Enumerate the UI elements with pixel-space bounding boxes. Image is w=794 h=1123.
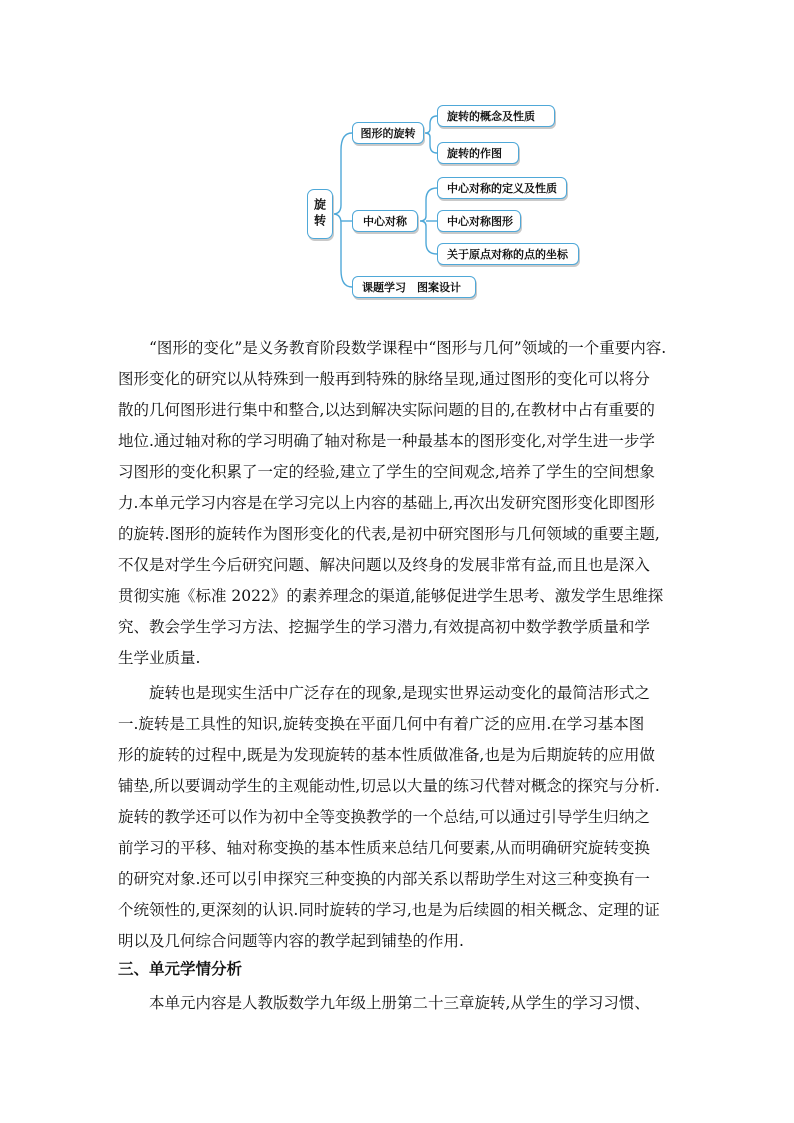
text-line: 旋转也是现实生活中广泛存在的现象,是现实世界运动变化的最简洁形式之 [149, 684, 650, 702]
text-line: 前学习的平移、轴对称变换的基本性质来总结几何要素,从而明确研究旋转变换 [118, 839, 650, 857]
branch-central-symmetry: 中心对称 [352, 210, 418, 232]
leaf-central-symmetry-definition: 中心对称的定义及性质 [437, 177, 567, 199]
paragraph-1 [118, 333, 678, 674]
text-line: 力.本单元学习内容是在学习完以上内容的基础上,再次出发研究图形变化即图形 [118, 494, 655, 512]
text-line: 生学业质量. [118, 649, 201, 667]
text-line: 铺垫,所以要调动学生的主观能动性,切忌以大量的练习代替对概念的探究与分析. [118, 777, 660, 795]
text-line: “图形的变化”是义务教育阶段数学课程中“图形与几何”领域的一个重要内容. [149, 339, 667, 357]
leaf-origin-symmetric-point: 关于原点对称的点的坐标 [437, 243, 579, 265]
leaf-central-symmetric-figure: 中心对称图形 [437, 210, 521, 232]
mindmap-root: 旋转 [307, 189, 333, 239]
branch-rotation-of-figures: 图形的旋转 [352, 122, 424, 144]
paragraph-2 [118, 678, 678, 957]
mind-map [0, 0, 794, 310]
branch-topic-study-pattern-design: 课题学习 图案设计 [352, 276, 476, 298]
text-line: 一.旋转是工具性的知识,旋转变换在平面几何中有着广泛的应用.在学习基本图 [118, 715, 645, 733]
text-line: 的旋转.图形的旋转作为图形变化的代表,是初中研究图形与几何领域的重要主题, [118, 525, 660, 543]
text-line: 个统领性的,更深刻的认识.同时旋转的学习,也是为后续圆的相关概念、定理的证 [118, 901, 660, 919]
text-line: 图形变化的研究以从特殊到一般再到特殊的脉络呈现,通过图形的变化可以将分 [118, 370, 650, 388]
text-line: 究、教会学生学习方法、挖掘学生的学习潜力,有效提高初中数学教学质量和学 [118, 618, 650, 636]
text-line: 的研究对象.还可以引申探究三种变换的内部关系以帮助学生对这三种变换有一 [118, 870, 650, 888]
section-heading: 三、单元学情分析 [118, 960, 243, 978]
text-line: 贯彻实施《标准 2022》的素养理念的渠道,能够促进学生思考、激发学生思维探 [118, 587, 664, 605]
text-line: 习图形的变化积累了一定的经验,建立了学生的空间观念,培养了学生的空间想象 [118, 463, 655, 481]
text-line: 明以及几何综合问题等内容的教学起到铺垫的作用. [118, 932, 464, 950]
leaf-rotation-concept: 旋转的概念及性质 [437, 105, 555, 127]
text-line: 散的几何图形进行集中和整合,以达到解决实际问题的目的,在教材中占有重要的 [118, 401, 655, 419]
text-line: 本单元内容是人教版数学九年级上册第二十三章旋转,从学生的学习习惯、 [149, 994, 650, 1012]
text-line: 不仅是对学生今后研究问题、解决问题以及终身的发展非常有益,而且也是深入 [118, 556, 650, 574]
leaf-rotation-drawing: 旋转的作图 [437, 142, 519, 164]
paragraph-3 [118, 988, 678, 1019]
mind-map-connectors [0, 0, 794, 310]
text-line: 旋转的教学还可以作为初中全等变换教学的一个总结,可以通过引导学生归纳之 [118, 808, 650, 826]
text-line: 形的旋转的过程中,既是为发现旋转的基本性质做准备,也是为后期旋转的应用做 [118, 746, 655, 764]
text-line: 地位.通过轴对称的学习明确了轴对称是一种最基本的图形变化,对学生进一步学 [118, 432, 655, 450]
